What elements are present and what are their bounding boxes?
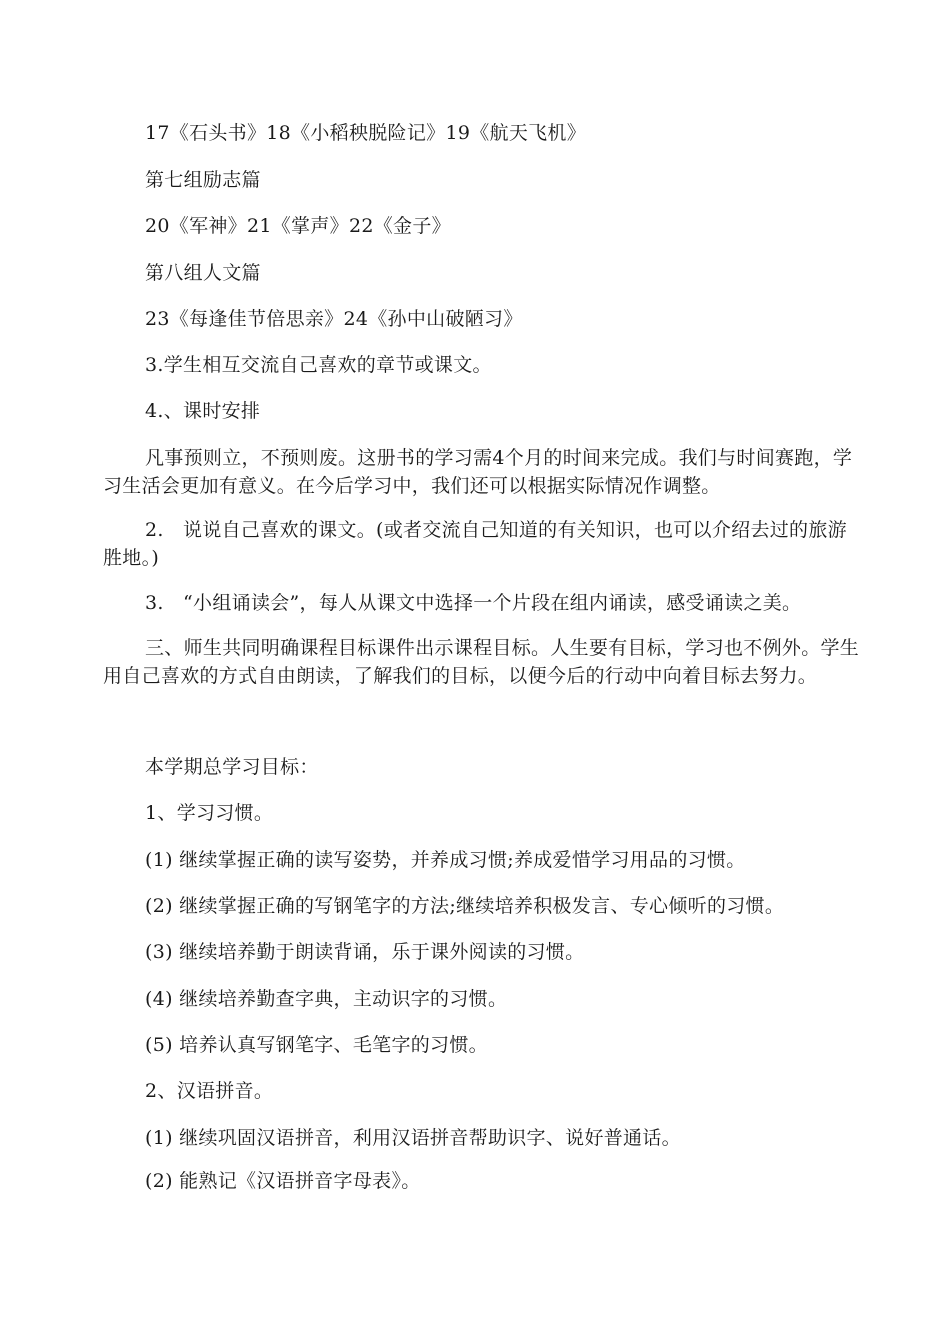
paragraph-step-2: 2. 说说自己喜欢的课文。(或者交流自己知道的有关知识，也可以介绍去过的旅游胜地。) (103, 519, 847, 569)
paragraph-pinyin-2: (2) 能熟记《汉语拼音字母表》。 (145, 1170, 421, 1192)
paragraph-goals-heading: 本学期总学习目标： (145, 756, 319, 778)
paragraph-group-8-heading: 第八组人文篇 (145, 262, 261, 284)
paragraph-goal-1-habits: 1、学习习惯。 (145, 802, 274, 824)
paragraph-habit-3: (3) 继续培养勤于朗读背诵，乐于课外阅读的习惯。 (145, 941, 585, 963)
paragraph-item-4-schedule: 4.、课时安排 (145, 400, 261, 422)
paragraph-section-3: 三、师生共同明确课程目标课件出示课程目标。人生要有目标，学习也不例外。学生用自己喜欢的方式自由朗读，了解我们的目标，以便今后的行动中向着目标去努力。 (103, 637, 860, 687)
paragraph-lessons-17-19: 17《石头书》18《小稻秧脱险记》19《航天飞机》 (145, 122, 587, 144)
paragraph-lessons-23-24: 23《每逢佳节倍思亲》24《孙中山破陋习》 (145, 308, 523, 330)
paragraph-lessons-20-22: 20《军神》21《掌声》22《金子》 (145, 215, 451, 237)
paragraph-goal-2-pinyin: 2、汉语拼音。 (145, 1080, 274, 1102)
paragraph-habit-4: (4) 继续培养勤查字典，主动识字的习惯。 (145, 988, 508, 1010)
paragraph-group-7-heading: 第七组励志篇 (145, 169, 261, 191)
paragraph-item-3: 3.学生相互交流自己喜欢的章节或课文。 (145, 354, 492, 376)
paragraph-schedule-body: 凡事预则立，不预则废。这册书的学习需4个月的时间来完成。我们与时间赛跑，学习生活会更加有意义。在今后学习中，我们还可以根据实际情况作调整。 (103, 447, 853, 497)
paragraph-habit-1: (1) 继续掌握正确的读写姿势，并养成习惯;养成爱惜学习用品的习惯。 (145, 849, 746, 871)
paragraph-habit-5: (5) 培养认真写钢笔字、毛笔字的习惯。 (145, 1034, 488, 1056)
paragraph-habit-2: (2) 继续掌握正确的写钢笔字的方法;继续培养积极发言、专心倾听的习惯。 (145, 895, 785, 917)
paragraph-step-3: 3. “小组诵读会”，每人从课文中选择一个片段在组内诵读，感受诵读之美。 (145, 592, 802, 614)
paragraph-pinyin-1: (1) 继续巩固汉语拼音，利用汉语拼音帮助识字、说好普通话。 (145, 1127, 681, 1149)
